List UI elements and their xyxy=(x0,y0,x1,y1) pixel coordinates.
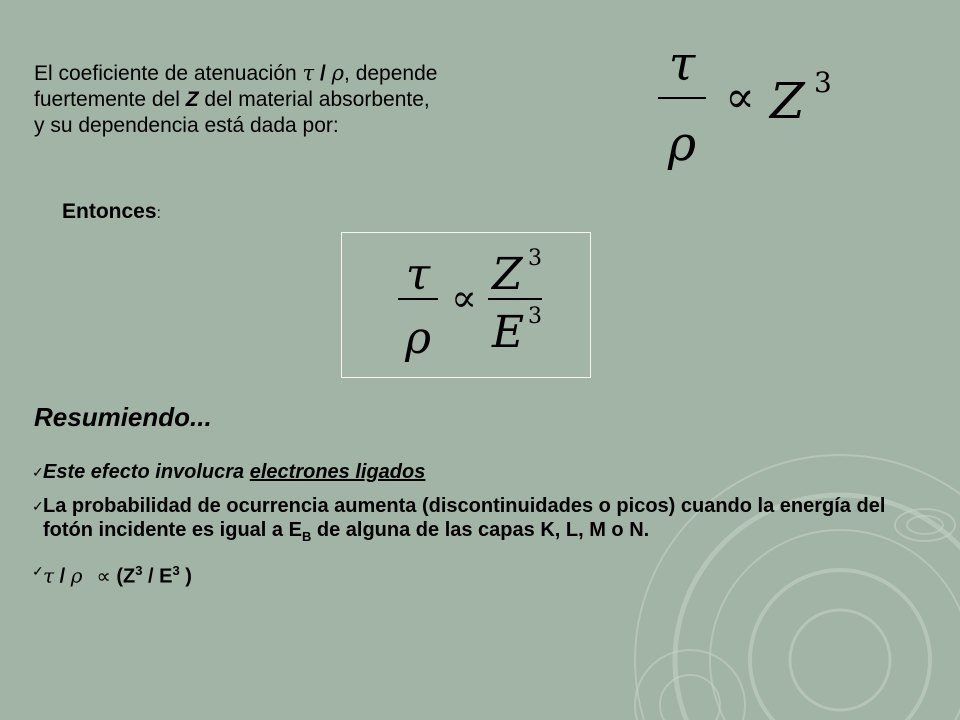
resumiendo-heading: Resumiendo... xyxy=(34,402,212,432)
eq1-denominator: ρ xyxy=(667,116,697,172)
eq2-numerator: τ xyxy=(405,249,431,300)
bullet1-underlined: electrones ligados xyxy=(249,461,426,483)
intro-paragraph xyxy=(34,60,574,139)
eq2-z: Z xyxy=(492,249,523,300)
b3-exp1: 3 xyxy=(135,563,143,578)
checkmark-icon: ✓ xyxy=(32,464,44,480)
eq2-z-exponent: 3 xyxy=(528,246,542,271)
intro-line3-text: y su dependencia está dada por: xyxy=(34,114,339,137)
bullet2-text: La probabilidad de ocurrencia aumenta (discontinuidades o picos) cuando la energía del fotón incidente es igual a E xyxy=(43,495,886,541)
b3-slash: / xyxy=(54,565,71,588)
eq2-e-exponent: 3 xyxy=(528,304,542,329)
z-symbol: Z xyxy=(185,88,199,111)
list-item xyxy=(32,494,902,549)
slash: / xyxy=(314,62,332,85)
bullet1-text: Este efecto involucra xyxy=(43,461,250,483)
rho-symbol: ρ xyxy=(331,61,345,85)
b3-exp2: 3 xyxy=(172,563,180,578)
eq1-proportional-symbol: ∝ xyxy=(725,72,755,123)
intro-line2-text: fuertemente del xyxy=(34,88,186,111)
bullet2-subscript: B xyxy=(301,529,312,544)
eq2-proportional-symbol: ∝ xyxy=(451,276,477,320)
b3-rho: ρ xyxy=(70,563,83,588)
intro-line1-text: El coeficiente de atenuación xyxy=(34,62,303,85)
entonces-label xyxy=(62,200,161,224)
entonces-colon: : xyxy=(156,205,161,222)
bullet-list xyxy=(32,460,902,599)
intro-line1-end: , depende xyxy=(344,62,438,85)
equation-tau-rho-z3 xyxy=(630,30,860,190)
checkmark-icon: ✓ xyxy=(32,563,44,579)
entonces-word: Entonces xyxy=(62,200,157,223)
b3-tau: τ xyxy=(43,563,55,588)
list-item xyxy=(32,460,902,484)
equation-box xyxy=(341,232,591,378)
b3-mid: / E xyxy=(142,565,173,588)
b3-close: ) xyxy=(179,565,192,588)
eq2-denominator: ρ xyxy=(405,313,431,364)
checkmark-icon: ✓ xyxy=(32,498,44,514)
eq1-exponent: 3 xyxy=(814,66,832,99)
list-item xyxy=(32,559,902,589)
intro-line2-end: del material absorbente, xyxy=(198,88,430,111)
equation-tau-rho-z3-e3 xyxy=(342,233,590,377)
bullet2-end: de alguna de las capas K, L, M o N. xyxy=(311,519,650,541)
eq1-numerator: τ xyxy=(668,36,696,92)
eq1-z: Z xyxy=(770,72,805,130)
b3-open: (Z xyxy=(110,565,136,588)
tau-symbol: τ xyxy=(302,61,315,85)
b3-proportional-symbol: ∝ xyxy=(96,565,111,588)
eq2-e: E xyxy=(492,307,525,358)
